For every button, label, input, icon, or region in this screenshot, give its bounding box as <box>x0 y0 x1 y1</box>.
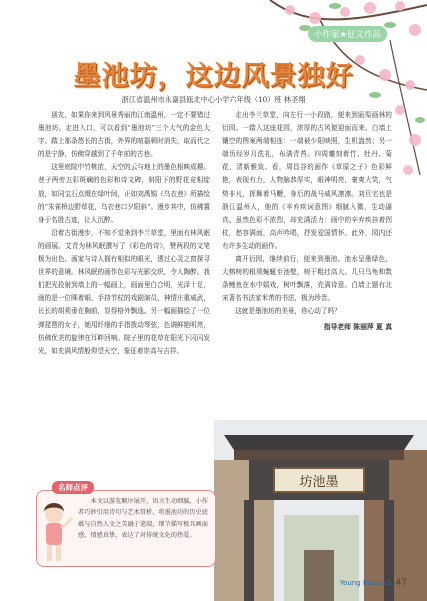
paragraph: 这就是墨池坊的美景，你心动了吗？ <box>235 307 341 316</box>
article-title: 墨池坊，这边风景独好 <box>73 61 354 92</box>
teacher-names: 陈丽萍 夏 真 <box>353 322 392 331</box>
teacher-credit <box>222 321 392 334</box>
magazine-name: Young Readers <box>339 579 392 587</box>
teacher-label: 指导老师 <box>323 322 351 331</box>
comment-tag: 名师点评 <box>52 481 94 494</box>
paragraph: 朋友，如果你来到风景秀丽的江南温州，一定不要错过墨池坊。走进入口，可以看到“墨池坊”三个大气的金色大字。踏上那条悠长的古街，外界的喧嚣顿时消失，取而代之的是宁静，仿佛穿越到了千年前的古巷。 <box>38 111 210 159</box>
comment-text <box>78 496 208 541</box>
paragraph: 走出李兰草堂，向左行一小段路，便来到瓯渠画林的衍园。一踏入这座花园，浓厚的古风便迎面而来。白墙上镶空的图案两端相连：一端被少阳映照，生机盎然；另一端历经岁月洗礼，布满青苔。四周雕刻着竹、牡丹、菊花，清新雅致。看，周昌谷的画作《草原之子》色彩鲜艳，表现有力，人物脑恭厚实，眼神明亮，豪爽大笑，气势非凡，挥舞着马鞭，身后的战马威风凛凛。刘旦宅也是浙江温州人，他的《辛弃疾词意图》细腻入微，生动逼真。虽然色彩不浓烈，却充满活力：画中的辛弃疾挂着拐杖，愁容满面，高声吟唱，抒发爱国情怀。此外，园内还有许多生动的画作。 <box>222 111 392 250</box>
archway-sign: 坊池墨 <box>299 475 339 490</box>
paragraph: 这里庭院中竹桃浓，天空的云与地上的墨色相映成趣。巷子两旁五彩斑斓的色彩和诗文碑，斜阳下的野花竞相绽放，如同宝石点缀在绿叶间，正如刘禹锡《乌衣巷》所描绘的“朱雀桥边野草花，乌衣巷口夕阳斜”。漫步其中，仿佛置身于名胜古迹，让人沉醉。 <box>38 163 210 224</box>
girl-illustration <box>34 498 76 566</box>
archway-photo <box>214 420 427 601</box>
paragraph: 沿着古街漫步，不知不觉来到李兰草堂，里面有林风眠的画展。艾青为林风眠撰写了《彩色的诗》，赞两段的文笔极为出色。画家与诗人拥有相似的眼光，透过心灵之窗探寻世界的意境。林风眠的画作色彩与光影交织，令人陶醉。我们把光投射到墙上的一幅画上，画面里白合明，光泽十足，画的是一位眯着眼、手持节杖的戏剧演员，神情庄重威武，长长的胡须垂在胸前，显得格外飘逸。另一幅画描绘了一位弹琵琶的女子，她用纤细的手指拨动琴弦，色调鲜艳明亮，仿佛优美的旋律在耳畔回响。院子里的花草在阳光下闪闪发光，如充满风情般仰望天空，象征着崇高与吉祥。 <box>38 228 210 355</box>
column-tag: 小作家★征文作品 <box>308 26 387 42</box>
author-byline: 浙江省温州市永嘉县瓯北中心小学六年级（10）班 林圣翔 <box>121 95 306 104</box>
comment-paragraph: 本文以游览顺序展开，语言生动细腻。小作者巧妙引用诗句与艺术赏析，将墨池坊的历史底蕴与自然人文之美融于笔端，细节描写极具画面感，情感真挚，表达了对传统文化的热爱。 <box>78 498 208 539</box>
right-column <box>222 109 392 334</box>
page-footer <box>340 578 407 588</box>
paragraph: 离开衍园，继续前行，便来到墨池。池水呈墨绿色，大榕树的根须蜿蜒至池壁，树干粗壮高大。几只乌龟和数条鲤鱼在水中嬉戏，树叶飘落，充满诗意。白墙上题有北宋著名书法家米芾的书法，极为珍贵。 <box>222 255 392 303</box>
page-number: 47 <box>395 578 407 588</box>
left-column <box>38 109 210 358</box>
